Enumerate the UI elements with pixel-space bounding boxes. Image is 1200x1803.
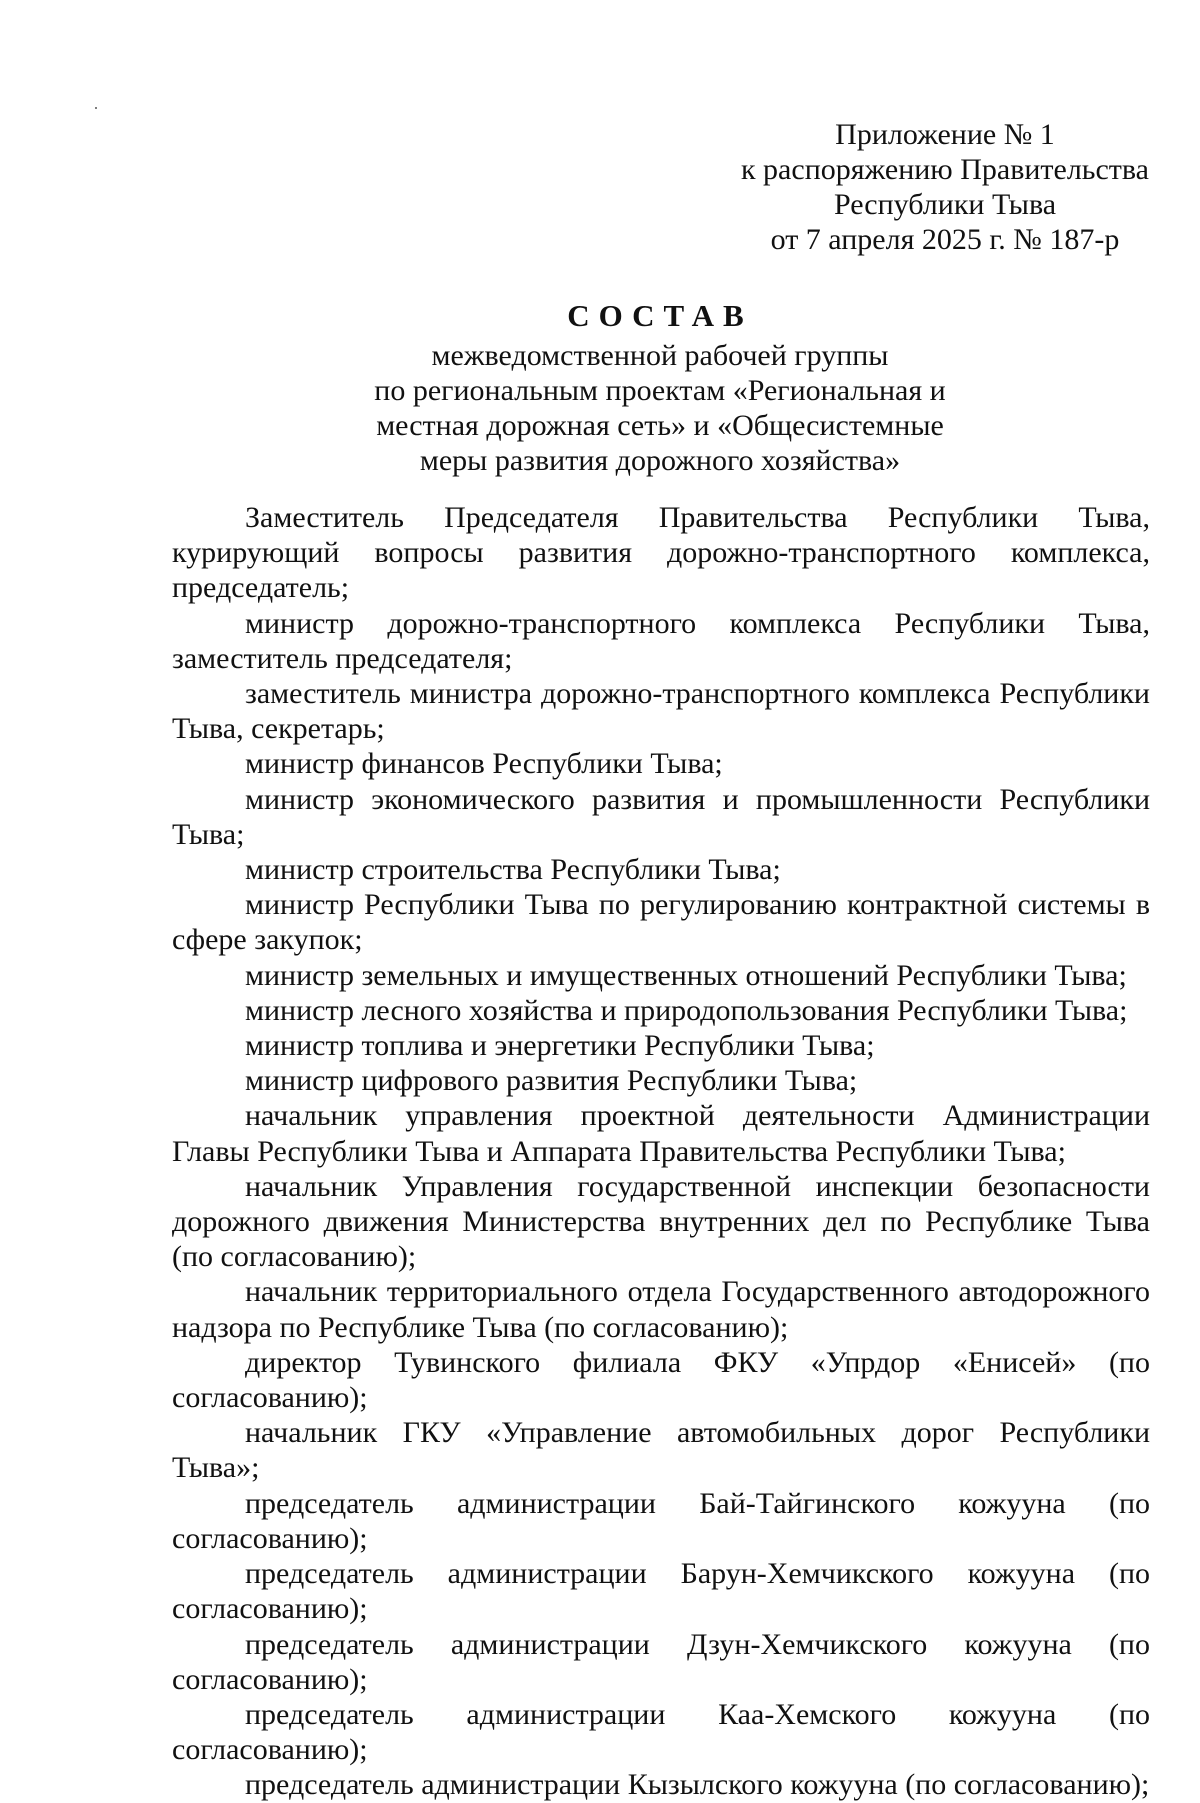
member-item: председатель администрации Кызылского кожууна (по согласованию); — [245, 1768, 1150, 1802]
member-item: директор Тувинского филиала ФКУ «Упрдор «Енисей» (по согласованию); — [172, 1345, 1150, 1415]
member-item: министр строительства Республики Тыва; — [245, 853, 781, 887]
member-item: начальник ГКУ «Управление автомобильных дорог Республики Тыва»; — [172, 1416, 1150, 1485]
subtitle-line: местная дорожная сеть» и «Общесистемные — [376, 409, 944, 442]
member-item: министр финансов Республики Тыва; — [245, 747, 723, 781]
appendix-reference: к распоряжению Правительства — [740, 153, 1150, 186]
subtitle-line: меры развития дорожного хозяйства» — [419, 444, 901, 477]
subtitle-line: по региональным проектам «Региональная и — [374, 374, 946, 407]
member-item: председатель администрации Барун-Хемчикского кожууна (по согласованию); — [172, 1557, 1150, 1626]
appendix-republic: Республики Тыва — [833, 188, 1057, 221]
member-item: председатель администрации Каа-Хемского кожууна (по согласованию); — [172, 1697, 1150, 1767]
members-list — [172, 500, 1150, 1803]
member-item: министр Республики Тыва по регулированию контрактной системы в сфере закупок; — [172, 888, 1150, 957]
scan-speck — [95, 107, 97, 109]
member-item: председатель администрации Дзун-Хемчикского кожууна (по согласованию); — [172, 1627, 1150, 1696]
member-item: начальник управления проектной деятельности Администрации Главы Республики Тыва и Аппарата Правительства Республики Тыва; — [172, 1099, 1150, 1168]
document-subtitle — [0, 338, 1200, 478]
member-item: министр лесного хозяйства и природопользования Республики Тыва; — [245, 993, 1128, 1027]
member-item: заместитель министра дорожно-транспортного комплекса Республики Тыва, секретарь; — [172, 677, 1150, 746]
appendix-date: от 7 апреля 2025 г. № 187-р — [770, 223, 1120, 256]
appendix-number: Приложение № 1 — [835, 118, 1055, 151]
appendix-header — [740, 117, 1150, 257]
subtitle-line: межведомственной рабочей группы — [431, 339, 889, 372]
member-item: министр экономического развития и промышленности Республики Тыва; — [172, 782, 1150, 851]
member-item: министр дорожно-транспортного комплекса Республики Тыва, заместитель председателя; — [172, 606, 1150, 675]
member-item: министр земельных и имущественных отношений Республики Тыва; — [245, 958, 1127, 992]
member-item: Заместитель Председателя Правительства Республики Тыва, курирующий вопросы развития дорожно-транспортного комплекса, председатель; — [172, 501, 1150, 605]
document-title: СОСТАВ — [567, 298, 753, 333]
member-item: начальник территориального отдела Государственного автодорожного надзора по Республике Тыва (по согласованию); — [172, 1275, 1150, 1344]
member-item: министр топлива и энергетики Республики Тыва; — [245, 1029, 875, 1063]
member-item: начальник Управления государственной инспекции безопасности дорожного движения Министерства внутренних дел по Республике Тыва (по согласованию); — [172, 1169, 1150, 1274]
member-item: председатель администрации Бай-Тайгинского кожууна (по согласованию); — [172, 1486, 1150, 1555]
member-item: министр цифрового развития Республики Тыва; — [245, 1064, 858, 1098]
